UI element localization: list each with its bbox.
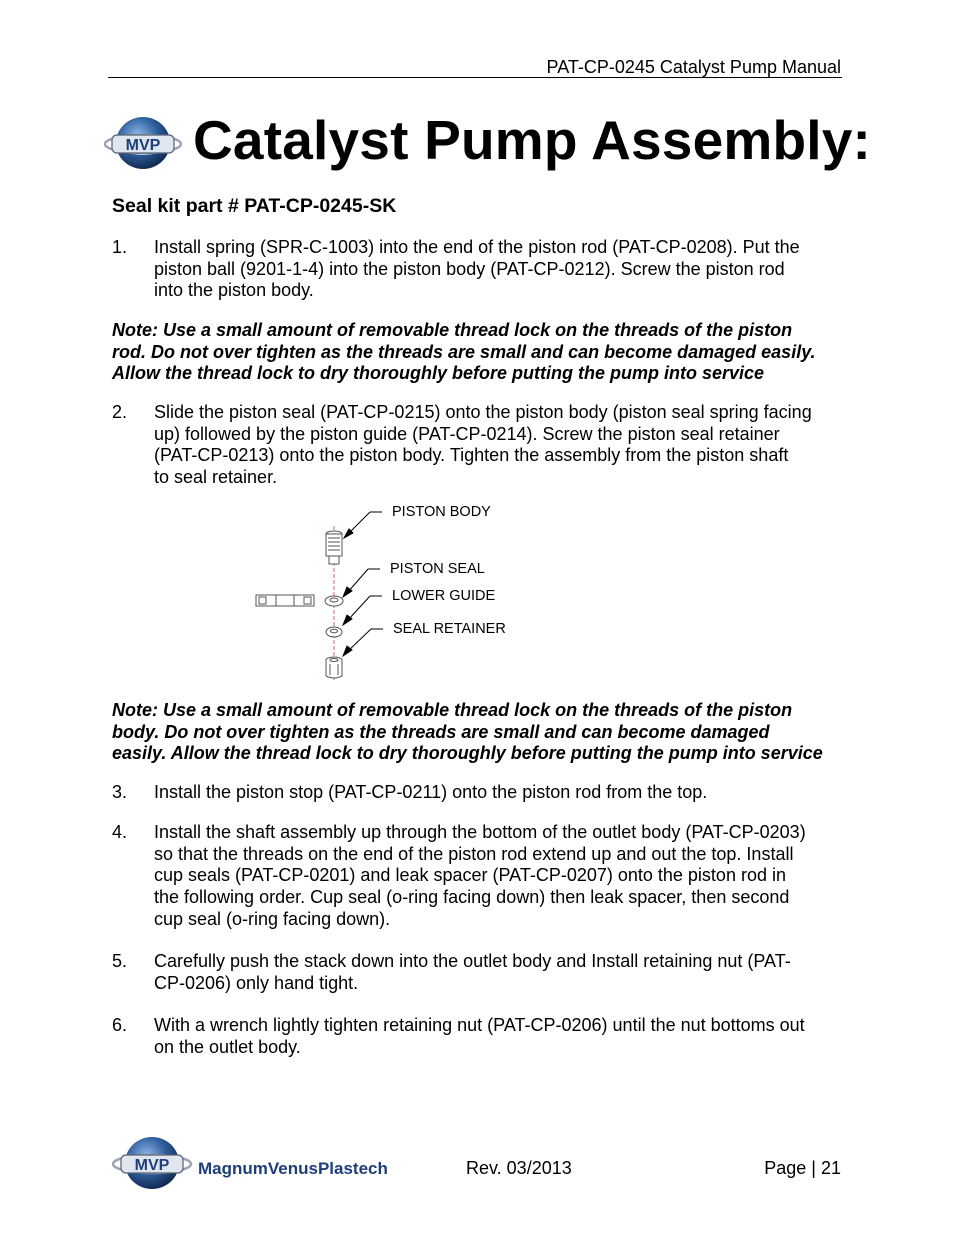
step-text: Carefully push the stack down into the outlet body and Install retaining nut (PAT- CP-0206) only hand tight. xyxy=(154,951,791,993)
step-number: 2. xyxy=(112,402,128,422)
seal-kit-heading: Seal kit part # PAT-CP-0245-SK xyxy=(112,195,397,217)
logo-text: MVP xyxy=(125,137,161,154)
step-number: 1. xyxy=(112,237,128,257)
label-seal-retainer: SEAL RETAINER xyxy=(393,621,506,637)
piston-assembly-diagram xyxy=(240,500,540,685)
lower-guide-part xyxy=(326,627,342,637)
seal-retainer-part xyxy=(326,657,342,678)
company-logo-icon xyxy=(112,1130,402,1194)
step-number: 5. xyxy=(112,951,128,971)
mvp-logo-icon xyxy=(104,110,182,172)
page-number: Page | 21 xyxy=(764,1158,841,1178)
footer-logo-text: MVP xyxy=(134,1157,170,1174)
side-view-part xyxy=(256,595,314,606)
step-text: Install the piston stop (PAT-CP-0211) onto the piston rod from the top. xyxy=(154,782,708,802)
label-lower-guide: LOWER GUIDE xyxy=(392,588,496,604)
step-number: 3. xyxy=(112,782,128,802)
step-text: Install spring (SPR-C-1003) into the end of the piston rod (PAT-CP-0208). Put the piston ball (9201-1-4) into the piston body (PAT-CP-0212). Screw the piston rod into the piston body. xyxy=(154,237,800,301)
label-piston-seal: PISTON SEAL xyxy=(390,561,485,577)
step-number: 6. xyxy=(112,1015,128,1035)
piston-seal-part xyxy=(325,596,343,606)
note-piston-body: Note: Use a small amount of removable thread lock on the threads of the piston body. Do not over tighten as the threads are small and can become damaged easily. Allow the thread lock to dry thoroughly before putting the pump into service xyxy=(112,700,823,764)
company-name: MagnumVenusPlastech xyxy=(198,1159,388,1178)
step-text: With a wrench lightly tighten retaining nut (PAT-CP-0206) until the nut bottoms out on the outlet body. xyxy=(154,1015,805,1057)
label-piston-body: PISTON BODY xyxy=(392,504,491,520)
step-text: Install the shaft assembly up through the bottom of the outlet body (PAT-CP-0203) so that the threads on the end of the piston rod extend up and out the top. Install cup seals (PAT-CP-0201) and leak spacer (PAT-CP-0207) onto the piston rod in the following order. Cup seal (o-ring facing down) then leak spacer, then second cup seal (o-ring facing down). xyxy=(154,822,806,929)
piston-body-part xyxy=(326,531,342,564)
note-piston-rod: Note: Use a small amount of removable thread lock on the threads of the piston rod. Do not over tighten as the threads are small and can become damaged easily. Allow the thread lock to dry thoroughly before putting the pump into service xyxy=(112,320,816,384)
step-text: Slide the piston seal (PAT-CP-0215) onto the piston body (piston seal spring facing up) followed by the piston guide (PAT-CP-0214). Screw the piston seal retainer (PAT-CP-0213) onto the piston body. Tighten the assembly from the piston shaft to seal retainer. xyxy=(154,402,812,488)
header-divider xyxy=(108,77,842,78)
manual-title: PAT-CP-0245 Catalyst Pump Manual xyxy=(546,57,841,77)
step-number: 4. xyxy=(112,822,128,842)
revision-date: Rev. 03/2013 xyxy=(466,1158,572,1178)
page-title: Catalyst Pump Assembly: xyxy=(193,109,872,171)
